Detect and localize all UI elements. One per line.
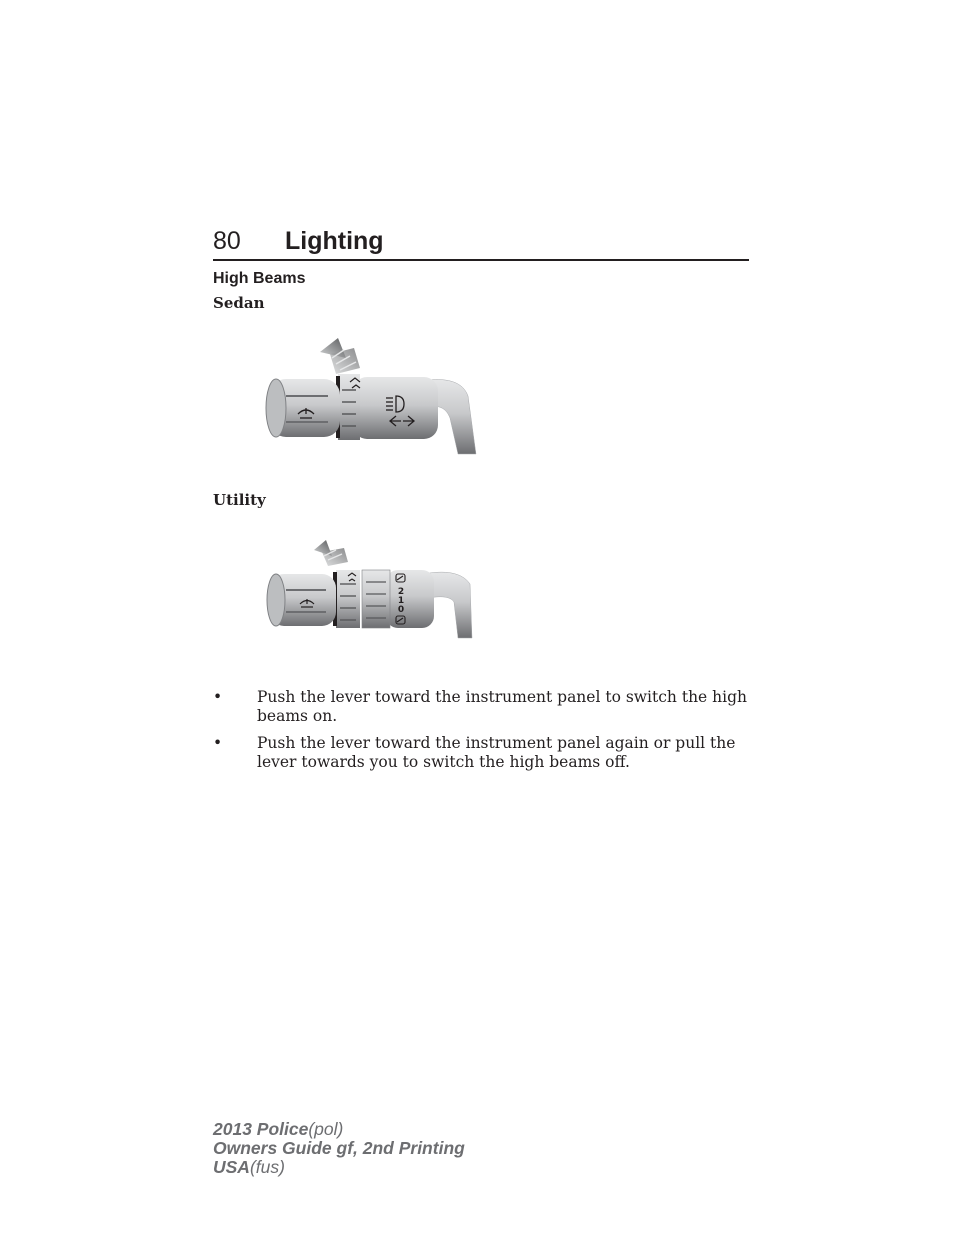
dial-label: 0 (397, 605, 405, 615)
footer (213, 1120, 465, 1177)
push-arrow-icon (314, 540, 348, 566)
bullet-text: Push the lever toward the instrument panel to switch the high beams on. (257, 688, 747, 725)
chapter-title: Lighting (285, 227, 384, 255)
footer-market: USA (213, 1157, 250, 1177)
bullet-list (213, 688, 749, 780)
list-item (213, 688, 749, 726)
list-item (213, 734, 749, 772)
footer-guide: Owners Guide gf, 2nd Printing (213, 1138, 465, 1158)
dial-label: 2 (397, 587, 405, 597)
sedan-subheading: Sedan (213, 294, 265, 312)
footer-model-code: (pol) (308, 1119, 344, 1139)
header-rule (213, 259, 749, 261)
footer-model: 2013 Police (213, 1119, 309, 1139)
footer-market-code: (fus) (249, 1157, 285, 1177)
section-heading: High Beams (213, 270, 306, 287)
page-number: 80 (213, 227, 241, 255)
sedan-lever-illustration (258, 332, 483, 456)
dial-label: 1 (397, 596, 405, 606)
bullet-mark: • (213, 688, 223, 706)
bullet-text: Push the lever toward the instrument panel again or pull the lever towards you to switch the high beams off. (257, 734, 736, 771)
utility-lever-illustration (266, 538, 478, 641)
utility-subheading: Utility (213, 491, 266, 509)
push-arrow-icon (320, 338, 360, 374)
bullet-mark: • (213, 734, 223, 752)
